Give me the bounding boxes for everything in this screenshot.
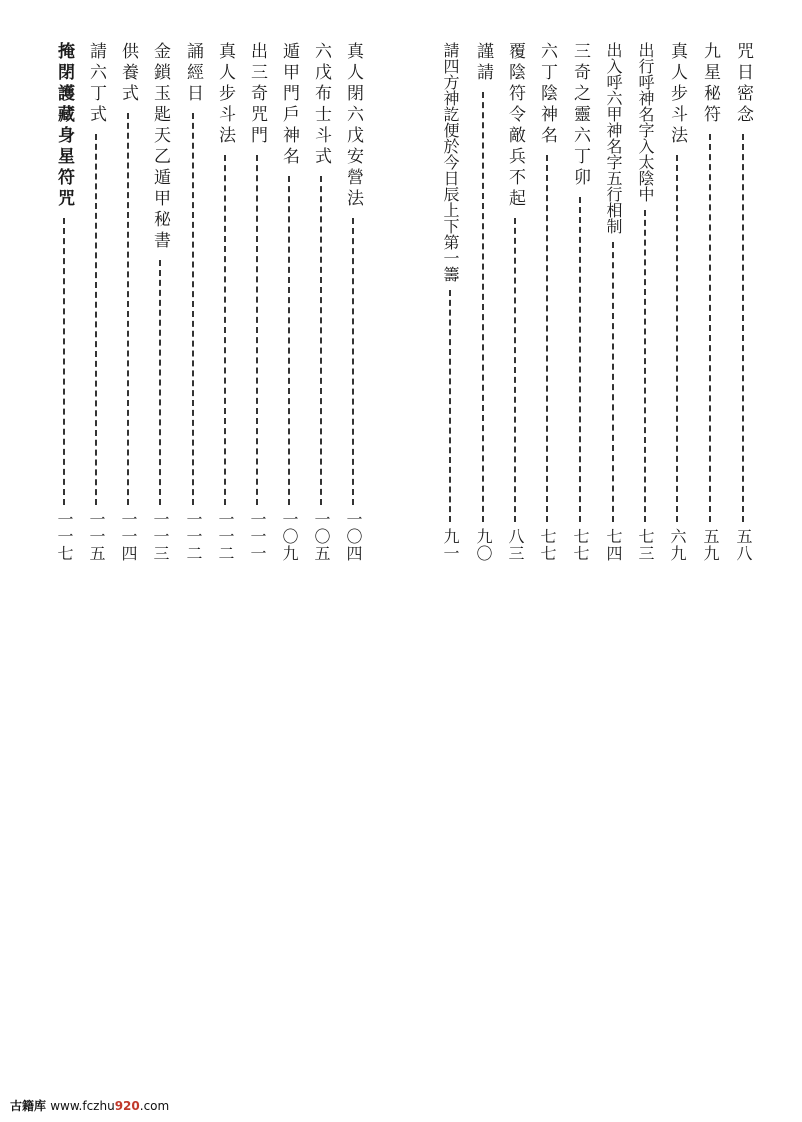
entry-title: 供養式	[118, 42, 138, 105]
toc-entry	[84, 42, 108, 562]
entry-title: 掩閉護藏身星符咒	[54, 42, 74, 210]
entry-title: 覆陰符令敵兵不起	[505, 42, 525, 210]
dotted-leader	[579, 197, 581, 522]
toc-entry	[116, 42, 140, 562]
url-suffix: .com	[139, 1099, 170, 1113]
entry-page-number: 七七	[571, 528, 590, 562]
entry-page-number: 一〇四	[344, 511, 363, 562]
dotted-leader	[95, 134, 97, 505]
entry-title: 出三奇咒門	[247, 42, 267, 147]
url-prefix: www.fczhu	[50, 1099, 115, 1113]
toc-entry	[213, 42, 237, 562]
entry-page-number: 六九	[668, 528, 687, 562]
entry-page-number: 九一	[441, 528, 460, 562]
entry-title: 請六丁式	[86, 42, 106, 126]
site-url[interactable]	[50, 1099, 169, 1113]
entry-page-number: 八三	[506, 528, 525, 562]
entry-page-number: 一一三	[151, 511, 170, 562]
toc-entry	[438, 42, 462, 562]
toc-entry	[471, 42, 495, 562]
entry-page-number: 一一四	[119, 511, 138, 562]
entry-title: 六戊布士斗式	[311, 42, 331, 168]
entry-page-number: 一〇九	[280, 511, 299, 562]
dotted-leader	[288, 176, 290, 505]
entry-page-number: 七三	[636, 528, 655, 562]
entry-title: 九星秘符	[700, 42, 720, 126]
toc-entry	[698, 42, 722, 562]
dotted-leader	[224, 155, 226, 505]
entry-page-number: 一一一	[248, 511, 267, 562]
entry-title: 真人步斗法	[667, 42, 687, 147]
dotted-leader	[256, 155, 258, 505]
toc-entry	[601, 42, 625, 562]
entry-page-number: 一一七	[55, 511, 74, 562]
entry-title: 真人閉六戊安營法	[343, 42, 363, 210]
dotted-leader	[127, 113, 129, 505]
dotted-leader	[352, 218, 354, 505]
dotted-leader	[449, 290, 451, 522]
entry-page-number: 五九	[701, 528, 720, 562]
toc-entry	[245, 42, 269, 562]
toc-entry	[568, 42, 592, 562]
entry-title: 出行呼神名字入太陰中	[636, 42, 655, 202]
toc-entry	[341, 42, 365, 562]
entry-title: 出入呼六甲神名字五行相制	[604, 42, 623, 234]
toc-entry	[148, 42, 172, 562]
entry-title: 六丁陰神名	[537, 42, 557, 147]
dotted-leader	[63, 218, 65, 505]
entry-title: 請四方神訖便於今日辰上下第一籌	[441, 42, 460, 282]
dotted-leader	[742, 134, 744, 522]
dotted-leader	[514, 218, 516, 522]
toc-entry	[52, 42, 76, 562]
entry-page-number: 九〇	[474, 528, 493, 562]
toc-entry	[665, 42, 689, 562]
entry-page-number: 五八	[734, 528, 753, 562]
entry-title: 真人步斗法	[215, 42, 235, 147]
entry-page-number: 一一二	[216, 511, 235, 562]
entry-title: 三奇之靈六丁卯	[570, 42, 590, 189]
dotted-leader	[192, 113, 194, 505]
entry-page-number: 七四	[604, 528, 623, 562]
dotted-leader	[546, 155, 548, 522]
toc-entry	[535, 42, 559, 562]
toc-entry	[181, 42, 205, 562]
toc-entry	[731, 42, 755, 562]
dotted-leader	[159, 260, 161, 505]
entry-page-number: 一一二	[184, 511, 203, 562]
dotted-leader	[709, 134, 711, 522]
entry-page-number: 一〇五	[312, 511, 331, 562]
entry-title: 遁甲門戶神名	[279, 42, 299, 168]
url-highlight: 920	[114, 1099, 140, 1113]
entry-page-number: 一一五	[87, 511, 106, 562]
entry-title: 金鎖玉匙天乙遁甲秘書	[150, 42, 170, 252]
entry-title: 咒日密念	[733, 42, 753, 126]
dotted-leader	[644, 210, 646, 522]
entry-page-number: 七七	[538, 528, 557, 562]
site-watermark	[10, 1097, 169, 1114]
entry-title: 誦經日	[183, 42, 203, 105]
site-name: 古籍库	[10, 1099, 47, 1113]
toc-entry	[309, 42, 333, 562]
toc-entry	[277, 42, 301, 562]
dotted-leader	[320, 176, 322, 505]
dotted-leader	[612, 242, 614, 522]
dotted-leader	[676, 155, 678, 522]
toc-entry	[503, 42, 527, 562]
toc-entry	[633, 42, 657, 562]
dotted-leader	[482, 92, 484, 522]
entry-title: 謹請	[473, 42, 493, 84]
